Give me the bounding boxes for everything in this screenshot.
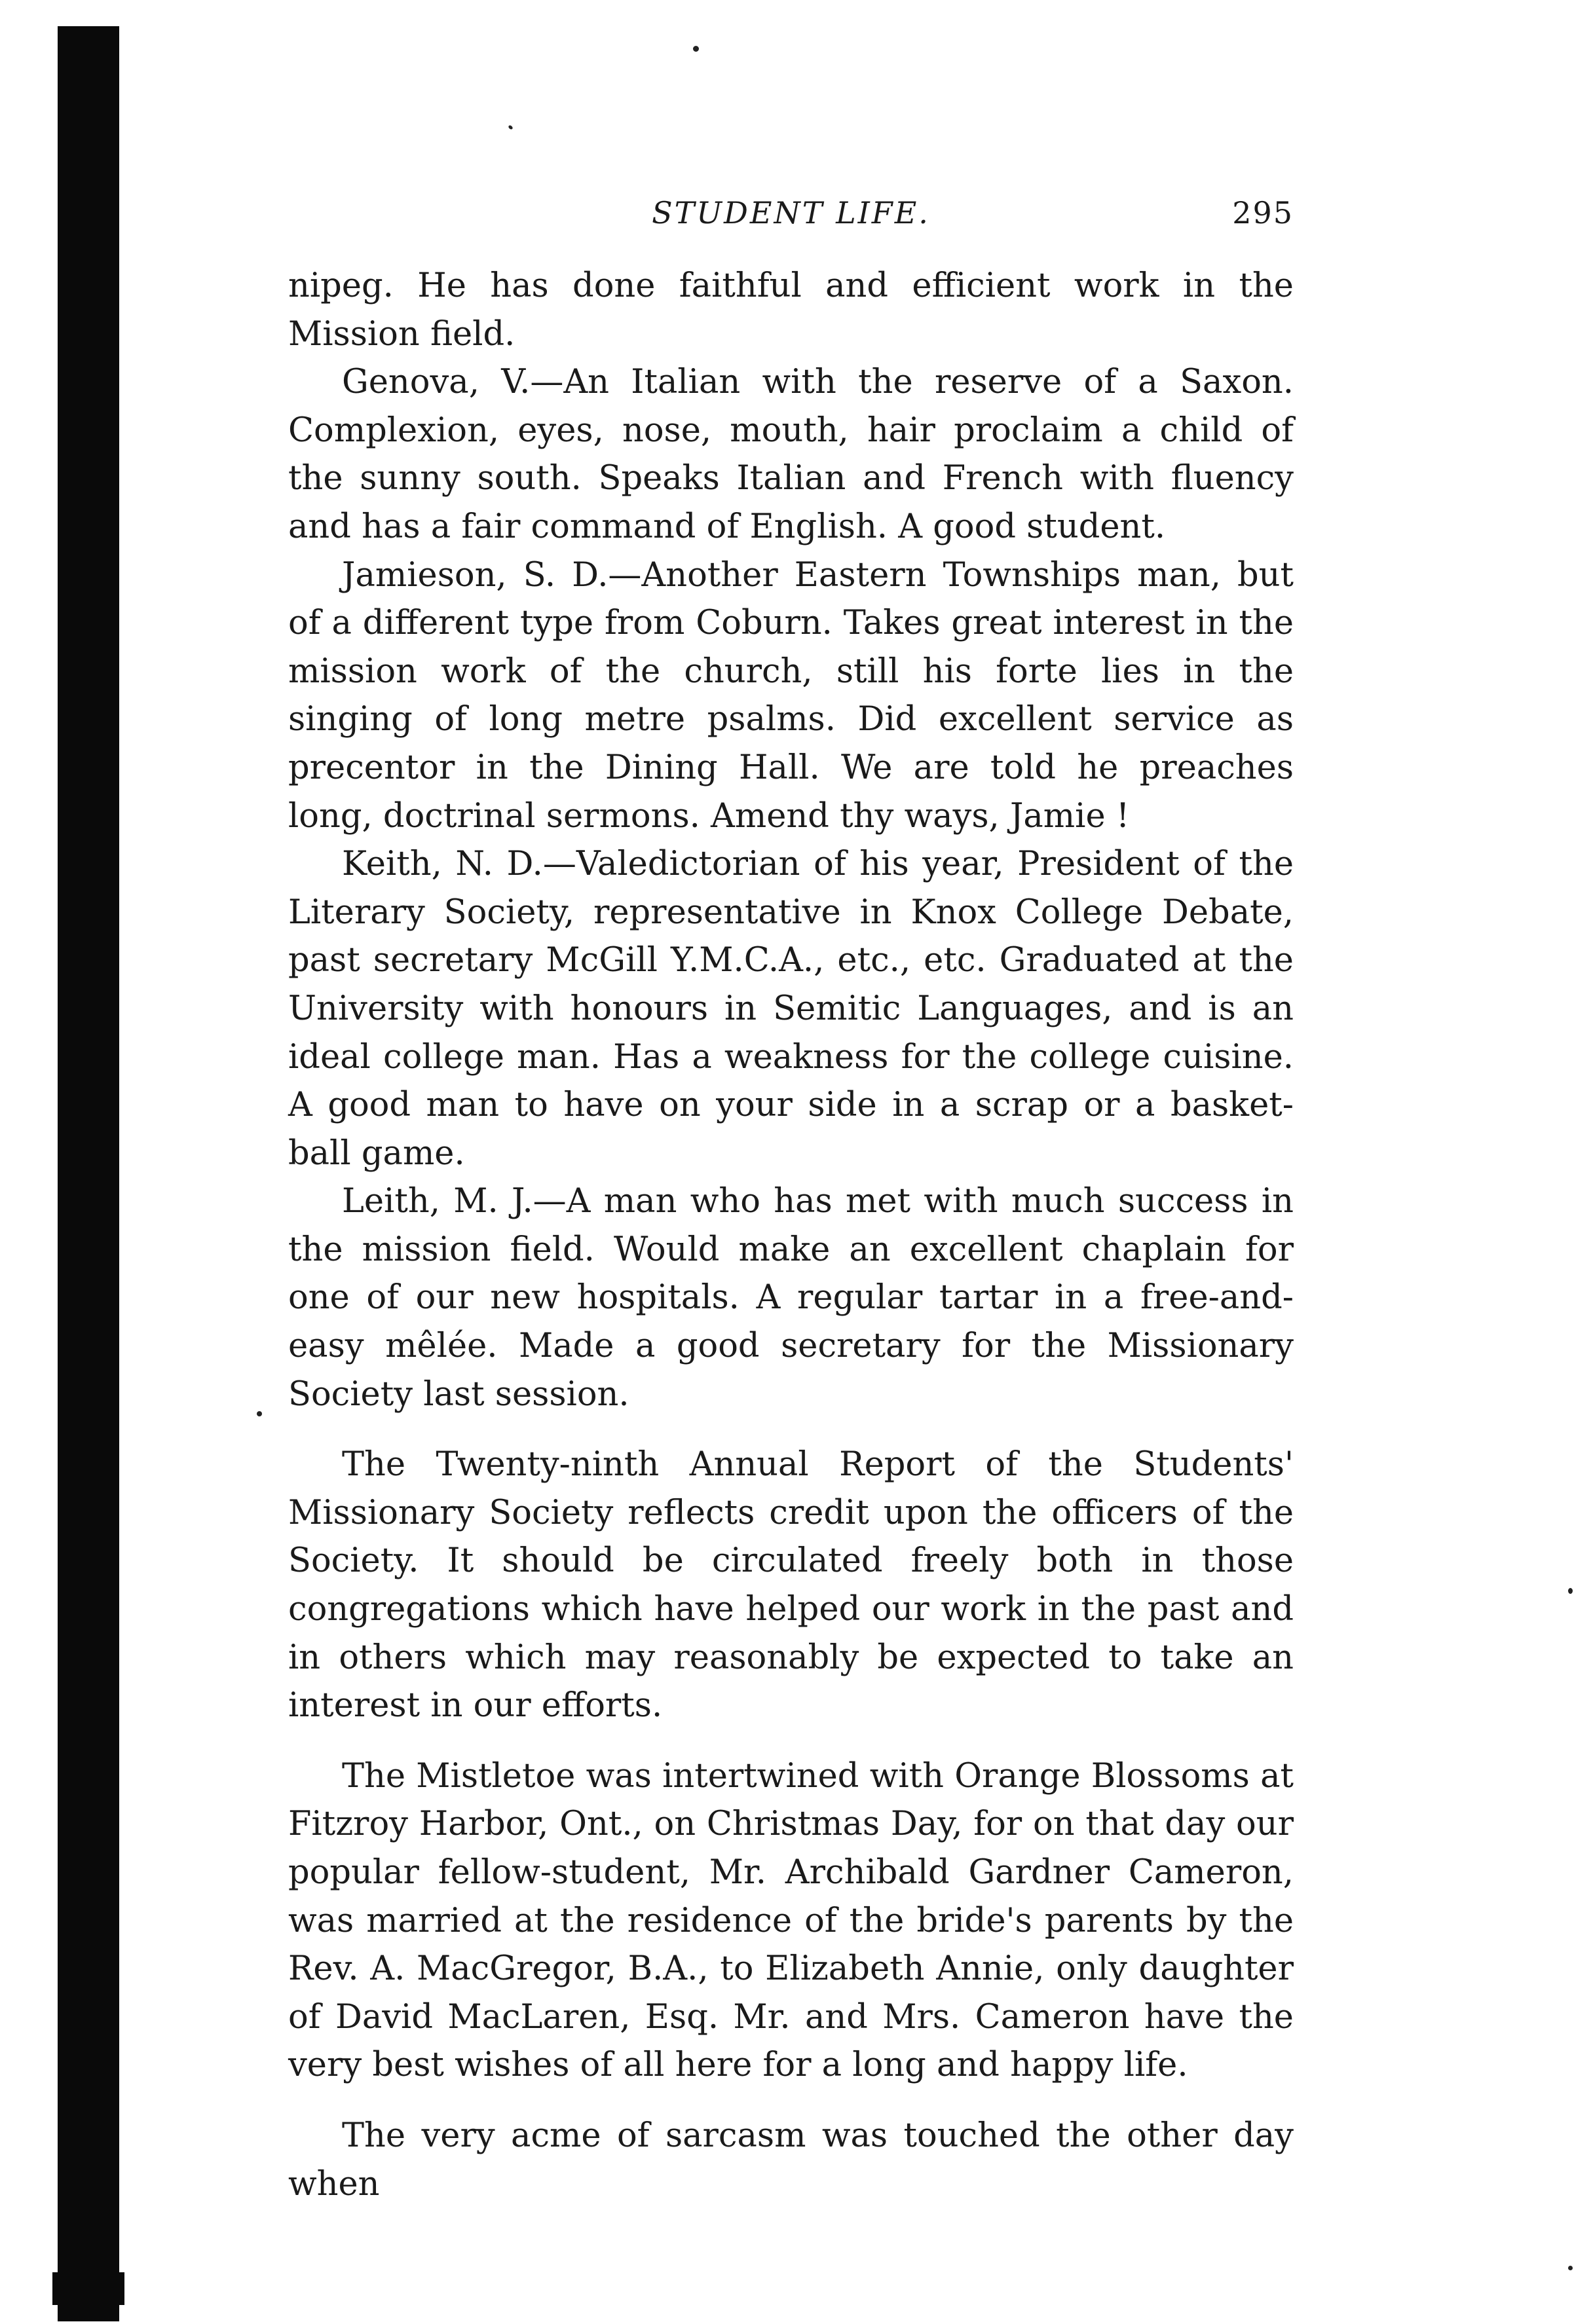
binding-shadow [58,26,119,2321]
paragraph-wedding: The Mistletoe was intertwined with Orange Blossoms at Fitzroy Harbor, Ont., on Christmas Day, for on that day our popular fellow-student, Mr. Archibald Gardner Cameron, was married at the residence of the bride's parents by the Rev. A. MacGregor, B.A., to Elizabeth Annie, only daughter of David MacLaren, Esq. Mr. and Mrs. Cameron have the very best wishes of all here for a long and happy life. [288,1756,1294,2085]
scan-speck [693,46,699,52]
scan-speck [257,1411,262,1416]
page-number: 295 [1232,195,1294,231]
entry-keith: Keith, N. D.—Valedictorian of his year, President of the Literary Society, representative in Knox College Debate, past secretary McGill Y.M.C.A., etc., etc. Graduated at the University with honours in Semitic Languages, and is an ideal college man. Has a weakness for the college cuisine. A good man to have on your side in a scrap or a basket-ball game. [288,845,1294,1173]
running-title: STUDENT LIFE. [652,195,930,231]
scan-speck [1568,2266,1573,2270]
scan-speck [508,124,514,130]
paragraph-sarcasm: The very acme of sarcasm was touched the other day when [288,2116,1294,2204]
entry-leith: Leith, M. J.—A man who has met with much success in the mission field. Would make an excellent chaplain for one of our new hospitals. A regular tartar in a free-and-easy mêlée. Made a good secretary for the Missionary Society last session. [288,1182,1294,1414]
binding-shadow-foot [52,2272,124,2305]
entry-genova: Genova, V.—An Italian with the reserve of a Saxon. Complexion, eyes, nose, mouth, hair proclaim a child of the sunny south. Speaks Italian and French with fluency and has a fair command of English. A good student. [288,363,1294,546]
paragraph-continued: nipeg. He has done faithful and efficient work in the Mission field. [288,267,1294,354]
article-body [288,262,1294,2208]
page-header [288,195,1294,241]
paragraph-annual-report: The Twenty-ninth Annual Report of the Students' Missionary Society reflects credit upon the officers of the Society. It should be circulated freely both in those congregations which have helped our work in the past and in others which may reasonably be expected to take an interest in our efforts. [288,1445,1294,1725]
scan-speck [1568,1588,1573,1594]
entry-jamieson: Jamieson, S. D.—Another Eastern Townships man, but of a different type from Coburn. Takes great interest in the mission work of the church, still his forte lies in the singing of long metre psalms. Did excellent service as precentor in the Dining Hall. We are told he preaches long, doctrinal sermons. Amend thy ways, Jamie ! [288,555,1294,836]
